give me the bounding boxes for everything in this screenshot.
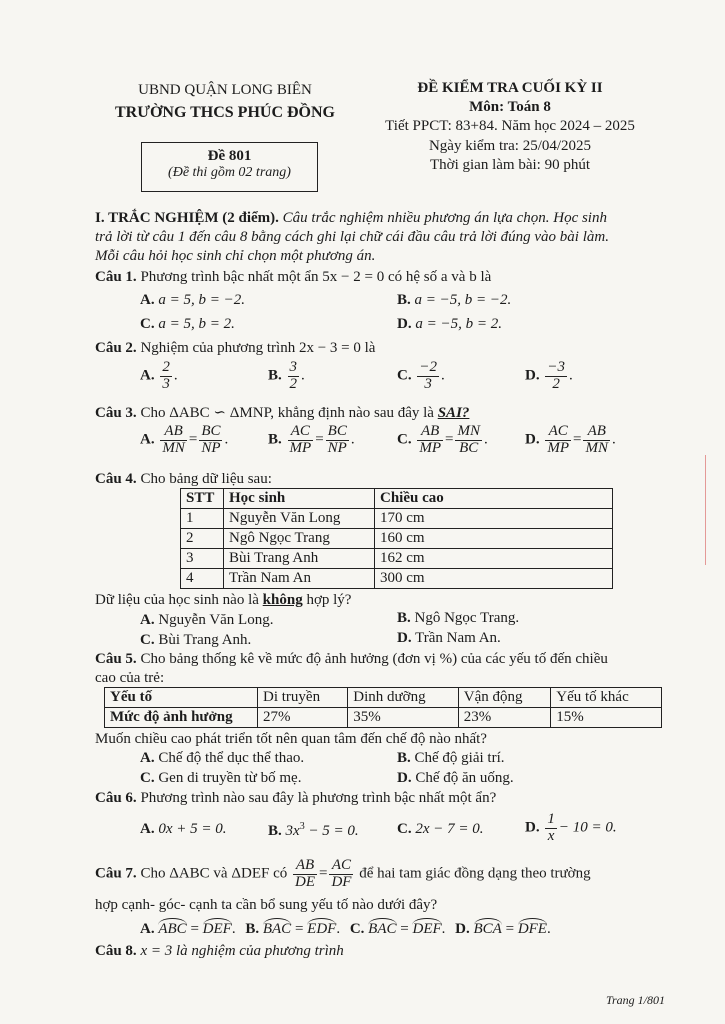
q6-text: Phương trình nào sau đây là phương trình bậc nhất một ẩn? <box>140 790 497 806</box>
q2-label: Câu 2. <box>95 340 137 356</box>
q4-stem <box>95 471 272 488</box>
q5-stem <box>95 651 608 668</box>
q6-option-c: C. 2x − 7 = 0. <box>397 821 484 837</box>
q6-option-d: D. $\frac{1}{x}$ − 10 = 0. <box>525 811 617 844</box>
factor-table <box>104 687 662 728</box>
section1-intro1: Câu trắc nghiệm nhiều phương án lựa chọn. Học sinh <box>282 210 607 226</box>
q5-option-b: B. Chế độ giải trí. <box>397 750 505 766</box>
q4-option-d: D. Trần Nam An. <box>397 630 501 646</box>
table-row: Mức độ ảnh hưởng 27% 35% 23% 15% <box>105 708 662 728</box>
q1-text: Phương trình bậc nhất một ẩn 5x − 2 = 0 có hệ số a và b là <box>140 269 492 285</box>
q8-text: x = 3 là nghiệm của phương trình <box>140 943 344 959</box>
q2-option-d: D. $\frac{-3}{2}$ . <box>525 359 573 392</box>
exam-code-box <box>141 142 318 192</box>
q6-option-a: A. 0x + 5 = 0. <box>140 821 227 837</box>
table-row: Yếu tố Di truyền Dinh dưỡng Vận động Yếu tố khác <box>105 688 662 708</box>
q2-option-c: C. $\frac{-2}{3}$ . <box>397 359 445 392</box>
exam-title: ĐỀ KIỂM TRA CUỐI KỲ II <box>417 80 603 96</box>
q5-option-c: C. Gen di truyền từ bố mẹ. <box>140 770 302 786</box>
table-row: 3 Bùi Trang Anh 162 cm <box>181 549 613 569</box>
q4-question: Dữ liệu của học sinh nào là không hợp lý? <box>95 592 352 608</box>
q3-option-d: D. $\frac{AC}{MP}$ = $\frac{AB}{MN}$ . <box>525 423 616 456</box>
exam-code: Đề 801 <box>207 148 252 164</box>
q6-stem <box>95 790 496 807</box>
exam-date: Ngày kiểm tra: 25/04/2025 <box>428 138 592 154</box>
q1-option-b: B. a = −5, b = −2. <box>397 292 512 308</box>
q1-label: Câu 1. <box>95 269 137 285</box>
q8-stem <box>95 943 344 960</box>
q4-option-b: B. Ngô Ngọc Trang. <box>397 610 520 626</box>
q7-stem: Câu 7. Cho ΔABC và ΔDEF có $\frac{AB}{DE}$ = $\frac{AC}{DF}$ để hai tam giác đồng dạng theo trường <box>95 857 591 890</box>
q7-text2: hợp cạnh- góc- cạnh ta cần bổ sung yếu tố nào dưới đây? <box>95 897 438 913</box>
subject: Môn: Toán 8 <box>469 99 551 115</box>
table-header-row: STT Học sinh Chiều cao <box>181 489 613 509</box>
duration: Thời gian làm bài: 90 phút <box>430 157 590 173</box>
q6-option-b: B. $3x^3 - 5 = 0$. <box>268 821 359 839</box>
q3-text: Cho ΔABC ∽ ΔMNP, khẳng định nào sau đây là <box>140 405 434 421</box>
q2-option-a: A. $\frac{2}{3}$ . <box>140 359 178 392</box>
q8-label: Câu 8. <box>95 943 137 959</box>
table-row: 2 Ngô Ngọc Trang 160 cm <box>181 529 613 549</box>
section1-title: I. TRẮC NGHIỆM (2 điểm). <box>95 210 279 226</box>
q3-option-a: A. $\frac{AB}{MN}$ = $\frac{BC}{NP}$ . <box>140 423 229 456</box>
q5-text2: cao của trẻ: <box>95 670 165 686</box>
q5-label: Câu 5. <box>95 651 137 667</box>
table-row: 4 Trần Nam An 300 cm <box>181 569 613 589</box>
q2-option-b: B. $\frac{3}{2}$ . <box>268 359 305 392</box>
section1-intro2: trả lời từ câu 1 đến câu 8 bằng cách ghi lại chữ cái đầu câu trả lời đúng vào bài làm. <box>95 229 609 245</box>
q4-label: Câu 4. <box>95 471 137 487</box>
q6-label: Câu 6. <box>95 790 137 806</box>
pages-note: (Đề thi gồm 02 trang) <box>168 165 291 180</box>
q5-question: Muốn chiều cao phát triển tốt nên quan tâm đến chế độ nào nhất? <box>95 731 487 747</box>
q2-text: Nghiệm của phương trình 2x − 3 = 0 là <box>140 340 376 356</box>
district-name: UBND QUẬN LONG BIÊN <box>138 82 312 98</box>
q3-option-b: B. $\frac{AC}{MP}$ = $\frac{BC}{NP}$ . <box>268 423 355 456</box>
section1-intro3: Mỗi câu hỏi học sinh chỉ chọn một phương án. <box>95 248 376 264</box>
q1-option-d: D. a = −5, b = 2. <box>397 316 502 332</box>
school-name: TRƯỜNG THCS PHÚC ĐỒNG <box>114 104 335 121</box>
stamp-mark-icon <box>705 455 725 565</box>
q2-stem <box>95 340 375 357</box>
q4-option-a: A. Nguyễn Văn Long. <box>140 612 274 628</box>
q5-option-a: A. Chế độ thể dục thể thao. <box>140 750 305 766</box>
period: Tiết PPCT: 83+84. Năm học 2024 – 2025 <box>385 118 635 134</box>
q3-stem <box>95 403 469 422</box>
table-row: 1 Nguyễn Văn Long 170 cm <box>181 509 613 529</box>
q1-option-c: C. a = 5, b = 2. <box>140 316 235 332</box>
page-number: Trang 1/801 <box>606 993 666 1007</box>
q7-label: Câu 7. <box>95 865 137 882</box>
section1-line1 <box>95 210 607 227</box>
q3-option-c: C. $\frac{AB}{MP}$ = $\frac{MN}{BC}$ . <box>397 423 488 456</box>
q4-option-c: C. Bùi Trang Anh. <box>140 632 252 648</box>
q7-options: A. ABC = DEF. B. BAC = EDF. C. BAC = DEF. D. BCA = DFE. <box>140 921 551 937</box>
q3-label: Câu 3. <box>95 405 137 421</box>
q4-text: Cho bảng dữ liệu sau: <box>140 471 272 487</box>
q1-option-a: A. a = 5, b = −2. <box>140 292 245 308</box>
q1-stem <box>95 269 491 286</box>
q3-emphasis: SAI? <box>437 405 470 421</box>
height-table <box>180 488 613 589</box>
q5-option-d: D. Chế độ ăn uống. <box>397 770 514 786</box>
q5-text: Cho bảng thống kê về mức độ ảnh hưởng (đơn vị %) của các yếu tố đến chiều <box>140 651 608 667</box>
